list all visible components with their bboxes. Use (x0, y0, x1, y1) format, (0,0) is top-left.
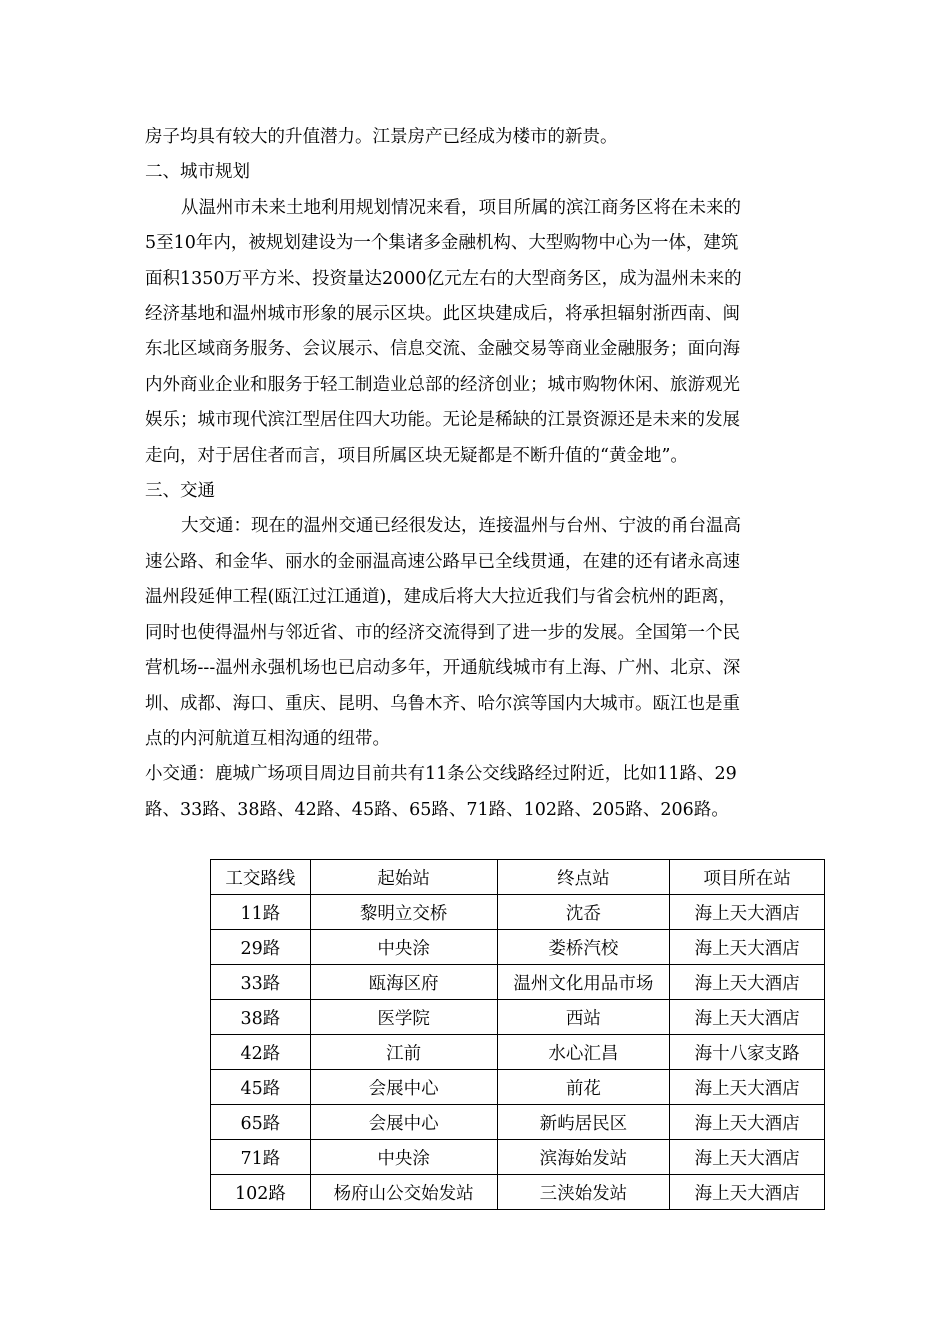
paragraph-line: 经济基地和温州城市形象的展示区块。此区块建成后，将承担辐射浙西南、闽 (145, 304, 740, 325)
cell-end: 沈岙 (497, 895, 670, 930)
cell-route: 42路 (211, 1035, 311, 1070)
paragraph-line: 点的内河航道互相沟通的纽带。 (145, 728, 390, 749)
document-body (145, 120, 817, 828)
cell-start: 瓯海区府 (310, 965, 497, 1000)
cell-project-station: 海上天大酒店 (670, 1000, 825, 1035)
cell-route: 11路 (211, 895, 311, 930)
cell-project-station: 海上天大酒店 (670, 1105, 825, 1140)
cell-project-station: 海上天大酒店 (670, 1070, 825, 1105)
cell-project-station: 海十八家支路 (670, 1035, 825, 1070)
cell-project-station: 海上天大酒店 (670, 1175, 825, 1210)
cell-end: 新屿居民区 (497, 1105, 670, 1140)
cell-project-station: 海上天大酒店 (670, 895, 825, 930)
table-row (211, 965, 825, 1000)
paragraph-line: 5至10年内，被规划建设为一个集诸多金融机构、大型购物中心为一体，建筑 (145, 233, 739, 254)
cell-start: 中央涂 (310, 930, 497, 965)
cell-start: 会展中心 (310, 1105, 497, 1140)
paragraph-line: 大交通：现在的温州交通已经很发达，连接温州与台州、宁波的甬台温高 (181, 516, 741, 537)
cell-end: 水心汇昌 (497, 1035, 670, 1070)
cell-route: 29路 (211, 930, 311, 965)
section-heading-urban-planning: 二、城市规划 (145, 162, 250, 183)
cell-end: 前花 (497, 1070, 670, 1105)
table-row (211, 895, 825, 930)
table-row (211, 1105, 825, 1140)
cell-route: 45路 (211, 1070, 311, 1105)
table-row (211, 930, 825, 965)
cell-route: 65路 (211, 1105, 311, 1140)
table-row (211, 1070, 825, 1105)
paragraph-line: 房子均具有较大的升值潜力。江景房产已经成为楼市的新贵。 (145, 127, 618, 147)
paragraph-line: 内外商业企业和服务于轻工制造业总部的经济创业；城市购物休闲、旅游观光 (145, 374, 740, 395)
cell-start: 杨府山公交始发站 (310, 1175, 497, 1210)
paragraph-line: 小交通：鹿城广场项目周边目前共有11条公交线路经过附近，比如11路、29 (145, 764, 737, 785)
cell-end: 三浃始发站 (497, 1175, 670, 1210)
paragraph-line: 速公路、和金华、丽水的金丽温高速公路早已全线贯通，在建的还有诸永高速 (145, 551, 740, 572)
cell-route: 71路 (211, 1140, 311, 1175)
table-row (211, 1000, 825, 1035)
cell-start: 江前 (310, 1035, 497, 1070)
cell-route: 102路 (211, 1175, 311, 1210)
paragraph-line: 东北区域商务服务、会议展示、信息交流、金融交易等商业金融服务；面向海 (145, 339, 740, 360)
cell-start: 黎明立交桥 (310, 895, 497, 930)
paragraph-line: 圳、成都、海口、重庆、昆明、乌鲁木齐、哈尔滨等国内大城市。瓯江也是重 (145, 693, 740, 714)
paragraph-line: 同时也使得温州与邻近省、市的经济交流得到了进一步的发展。全国第一个民 (145, 622, 740, 643)
table-row (211, 1035, 825, 1070)
cell-start: 中央涂 (310, 1140, 497, 1175)
paragraph-line: 面积1350万平方米、投资量达2000亿元左右的大型商务区，成为温州未来的 (145, 268, 742, 289)
paragraph-line: 路、33路、38路、42路、45路、65路、71路、102路、205路、206路。 (145, 799, 729, 820)
paragraph-line: 从温州市未来土地利用规划情况来看，项目所属的滨江商务区将在未来的 (181, 197, 741, 218)
cell-end: 滨海始发站 (497, 1140, 670, 1175)
paragraph-line: 娱乐；城市现代滨江型居住四大功能。无论是稀缺的江景资源还是未来的发展 (145, 410, 740, 431)
cell-route: 38路 (211, 1000, 311, 1035)
header-route: 工交路线 (211, 860, 311, 895)
cell-route: 33路 (211, 965, 311, 1000)
cell-start: 会展中心 (310, 1070, 497, 1105)
paragraph-line: 走向，对于居住者而言，项目所属区块无疑都是不断升值的“黄金地”。 (145, 445, 688, 466)
table-header-row (211, 860, 825, 895)
header-end-station: 终点站 (497, 860, 670, 895)
header-project-station: 项目所在站 (670, 860, 825, 895)
cell-end: 西站 (497, 1000, 670, 1035)
cell-project-station: 海上天大酒店 (670, 965, 825, 1000)
header-start-station: 起始站 (310, 860, 497, 895)
table-row (211, 1175, 825, 1210)
cell-project-station: 海上天大酒店 (670, 930, 825, 965)
table-row (211, 1140, 825, 1175)
bus-route-table (210, 859, 825, 1210)
cell-project-station: 海上天大酒店 (670, 1140, 825, 1175)
cell-start: 医学院 (310, 1000, 497, 1035)
section-heading-transportation: 三、交通 (145, 481, 215, 502)
paragraph-line: 温州段延伸工程(瓯江过江通道)，建成后将大大拉近我们与省会杭州的距离， (145, 587, 737, 608)
paragraph-line: 营机场---温州永强机场也已启动多年，开通航线城市有上海、广州、北京、深 (145, 658, 741, 679)
cell-end: 温州文化用品市场 (497, 965, 670, 1000)
cell-end: 娄桥汽校 (497, 930, 670, 965)
